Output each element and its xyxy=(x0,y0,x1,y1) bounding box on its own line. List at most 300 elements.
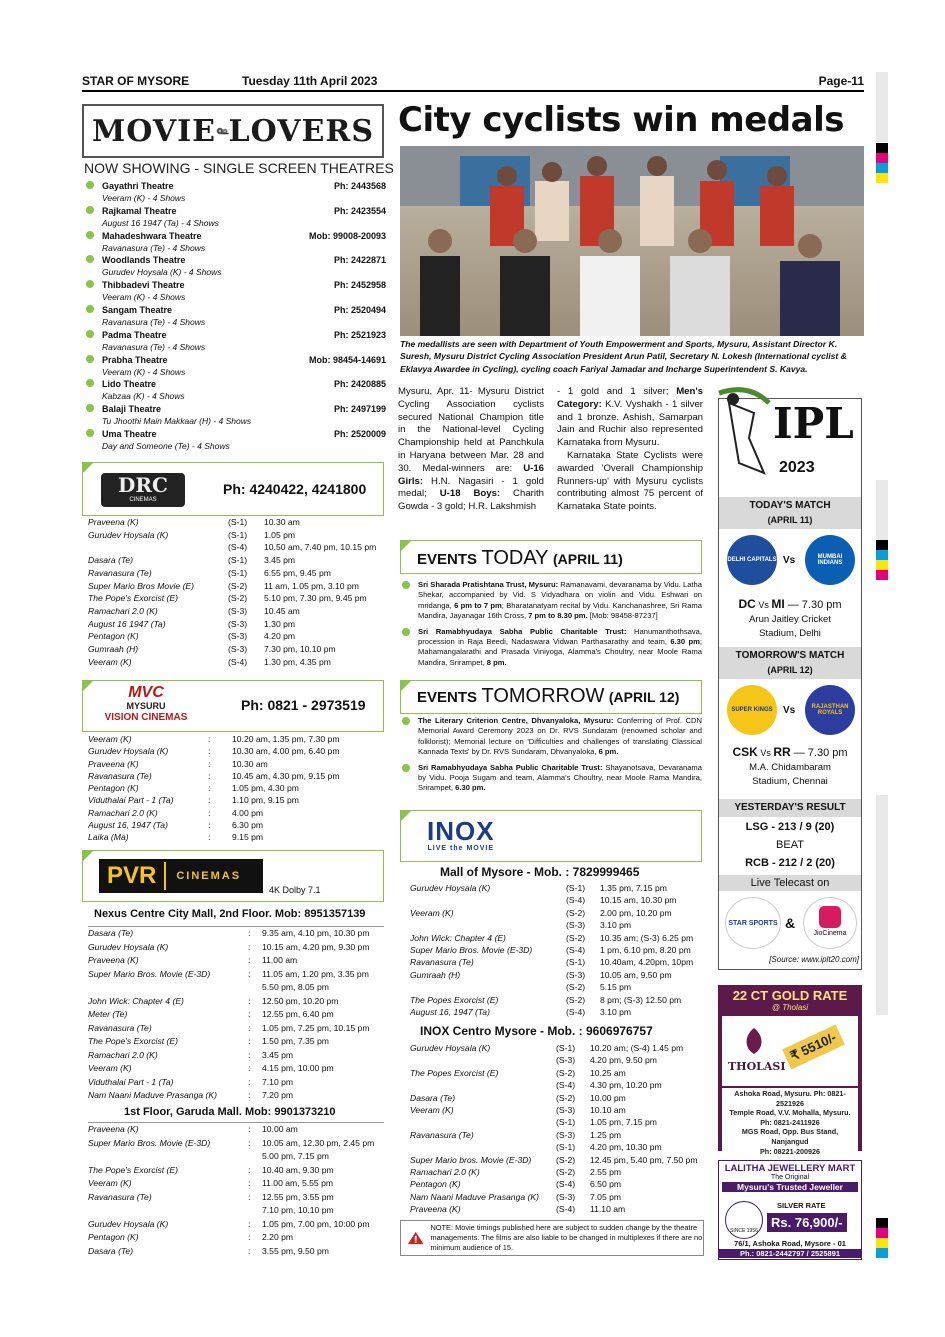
screen-label: : xyxy=(248,1178,251,1188)
screen-label: : xyxy=(248,1063,251,1073)
show-times: 1.30 pm, 4.35 pm xyxy=(264,656,331,667)
schedule-row xyxy=(88,954,384,968)
mvc-schedule xyxy=(88,733,384,844)
show-times: 10.45 am xyxy=(264,605,300,616)
theatre-name: Prabha Theatre xyxy=(102,354,168,365)
movie-title: Pentagon (K) xyxy=(88,1232,139,1242)
screen-label: (S-1) xyxy=(228,555,248,566)
screen-label xyxy=(248,1204,262,1218)
schedule-row xyxy=(410,1116,702,1128)
garuda-title: 1st Floor, Garuda Mall. Mob: 9901373210 xyxy=(124,1106,336,1118)
event-item xyxy=(400,716,702,758)
story-label-men: Men's Category: xyxy=(557,386,703,410)
movie-title: Super Mario Bros. Movie (E-3D) xyxy=(88,1137,211,1148)
event-time: 6.30 pm xyxy=(670,637,700,647)
theatre-item xyxy=(84,180,386,205)
gold-price-tag: ₹ 5510/- xyxy=(782,1025,845,1070)
show-times: 10.00 am xyxy=(262,1124,298,1134)
schedule-row xyxy=(88,968,384,982)
screen-label: : xyxy=(248,1232,251,1242)
show-times: 10.30 am, 4.00 pm, 6.40 pm xyxy=(232,746,340,757)
movie-title: Pentagon (K) xyxy=(88,783,139,794)
screen-label: (S-3) xyxy=(228,631,248,642)
event-organiser: Sri Ramabhyudaya Sabha Public Charitable Trust: xyxy=(418,762,603,772)
corner-icon xyxy=(82,462,94,474)
screen-label: (S-2) xyxy=(566,982,586,993)
theatre-name: Balaji Theatre xyxy=(102,404,162,415)
screen-label: (S-2) xyxy=(556,1092,576,1103)
star-sports-text: STAR SPORTS xyxy=(728,919,778,927)
show-times: 10.40am, 4.20pm, 10pm xyxy=(600,957,694,968)
story-col2-para: Karnataka State Cyclists were awarded 'Overall Championship Runners-up' with Mysuru cyclists contributing almost 75 percent of Karnataka State points. xyxy=(557,449,703,513)
gold-address-4: MGS Road, Opp. Bus Stand, Nanjangud xyxy=(741,1127,839,1146)
schedule-row xyxy=(88,1231,384,1245)
schedule-row xyxy=(88,1035,384,1049)
schedule-row xyxy=(88,1123,384,1137)
match-vs: Vs xyxy=(755,600,772,610)
screen-label: (S-2) xyxy=(556,1067,576,1078)
movie-title: Dasara (Te) xyxy=(88,928,134,938)
theatre-show: Veeram (K) - 4 Shows xyxy=(102,292,186,303)
show-times: 1.05 pm xyxy=(264,529,296,540)
show-times: 3.10 pm xyxy=(600,920,632,931)
movie-title: John Wick: Chapter 4 (E) xyxy=(88,995,184,1006)
show-times: 4.20 pm, 10.30 pm xyxy=(590,1142,662,1153)
story-column-1 xyxy=(398,386,544,514)
schedule-row xyxy=(88,554,384,567)
show-times: 4.20 pm xyxy=(264,631,296,642)
theatre-item xyxy=(84,428,386,453)
match-team-b: RR xyxy=(773,745,791,759)
schedule-row xyxy=(410,932,702,944)
schedule-row xyxy=(88,927,384,941)
color-bar xyxy=(876,1218,888,1258)
show-times: 7.10 pm xyxy=(262,1076,294,1087)
screen-label xyxy=(248,981,262,995)
gold-address-1: Ashoka Road, Mysuru. Ph: 0821-2521926 xyxy=(734,1089,846,1108)
jiocinema-text: JioCinema xyxy=(813,930,847,937)
event-details: ; Bharatanatyam recital by Vidu. Kanchanashree, Sri Rama Mandira, Jayanagar 16th Cross, xyxy=(418,600,702,621)
result-1: LSG - 213 / 9 (20) xyxy=(745,821,835,833)
theatre-name: Mahadeshwara Theatre xyxy=(102,230,202,241)
telecast-label: Live Telecast on xyxy=(719,875,861,891)
movie-title: The Pope's Exorcist (E) xyxy=(88,1036,178,1046)
schedule-row xyxy=(410,994,702,1006)
theatre-phone: Mob: 99008-20093 xyxy=(308,230,386,241)
theatre-name: Rajkamal Theatre xyxy=(102,205,177,216)
tomorrow-venue: M.A. Chidambaram Stadium, Chennai xyxy=(749,762,831,787)
screen-label: (S-4) xyxy=(556,1179,576,1190)
show-times: 1.30 pm xyxy=(264,618,296,629)
mvc-logo-mid: MYSURU xyxy=(126,701,166,711)
corner-icon xyxy=(400,680,412,692)
theatre-phone: Ph: 2520009 xyxy=(333,428,386,439)
screen-label: : xyxy=(248,968,251,979)
schedule-row xyxy=(410,1154,702,1166)
events-today-list xyxy=(400,580,702,673)
schedule-row xyxy=(88,643,384,656)
movie-title xyxy=(410,1116,556,1128)
star-sports-logo xyxy=(725,897,781,949)
screen-label: (S-4) xyxy=(556,1204,576,1215)
theatre-show: Day and Someone (Te) - 4 Shows xyxy=(102,440,230,451)
garuda-schedule xyxy=(88,1122,384,1258)
screen-label: : xyxy=(208,820,211,831)
movie-title: The Pope's Exorcist (E) xyxy=(88,1164,178,1175)
event-organiser: Sri Sharada Pratishtana Trust, Mysuru: xyxy=(418,580,559,589)
drc-schedule xyxy=(88,516,384,668)
screen-label: : xyxy=(248,1137,251,1148)
page-header xyxy=(82,72,864,92)
schedule-row xyxy=(410,894,702,906)
screen-label: : xyxy=(248,995,251,1006)
schedule-row xyxy=(88,529,384,542)
theatre-phone: Ph: 2443568 xyxy=(333,181,386,191)
schedule-row xyxy=(410,1166,702,1178)
logo-text-left: MOVIE xyxy=(92,113,216,149)
film-reel-icon xyxy=(216,109,229,153)
schedule-row xyxy=(410,1006,702,1018)
gold-address xyxy=(722,1088,858,1157)
screen-label: (S-2) xyxy=(566,907,586,918)
screen-label: (S-2) xyxy=(566,932,586,943)
amp-sign: & xyxy=(785,915,796,931)
schedule-row xyxy=(88,1164,384,1178)
match-team-b: MI xyxy=(771,597,785,611)
show-times: 5.00 pm, 7.15 pm xyxy=(262,1151,329,1161)
vs-label: Vs xyxy=(783,555,796,566)
show-times: 10.20 am, 1.35 pm, 7.30 pm xyxy=(232,734,340,744)
match-vs: Vs xyxy=(757,748,774,758)
screen-label: : xyxy=(208,832,211,843)
gold-address-5: Ph: 08221-200926 xyxy=(760,1146,820,1156)
drc-logo-sub: CINEMAS xyxy=(129,497,157,503)
bullet-icon xyxy=(86,330,94,338)
theatre-item xyxy=(84,230,386,255)
theatre-show: Gurudev Hoysala (K) - 4 Shows xyxy=(102,267,222,278)
theatre-item xyxy=(84,378,386,403)
schedule-row xyxy=(88,981,384,995)
bullet-icon xyxy=(86,255,94,263)
bullet-icon xyxy=(86,305,94,313)
theatre-item xyxy=(84,254,386,279)
schedule-row xyxy=(410,1129,702,1141)
match-team-a: CSK xyxy=(732,745,758,759)
screen-label: (S-4) xyxy=(566,1007,586,1018)
schedule-row xyxy=(88,592,384,605)
events-tomorrow-title xyxy=(417,685,679,708)
bullet-icon xyxy=(86,181,94,189)
yesterday-label: YESTERDAY'S RESULT xyxy=(719,799,861,817)
story-u18: Charith Gowda - 3 gold; H.R. Lakshmish xyxy=(398,488,544,513)
pvr-logo-sub: CINEMAS xyxy=(176,870,242,882)
lalitha-logo xyxy=(725,1201,763,1239)
screen-label: : xyxy=(248,1036,251,1046)
movie-title: John Wick: Chapter 4 (E) xyxy=(410,932,506,943)
show-times: 3.45 pm xyxy=(264,555,296,566)
events-tomorrow-list xyxy=(400,716,702,799)
movie-title: Ravanasura (Te) xyxy=(88,1022,152,1033)
movie-title: Ravanasura (Te) xyxy=(410,1129,474,1140)
theatre-show: Tu Jhoothi Main Makkaar (H) - 4 Shows xyxy=(102,416,252,427)
movie-title: August 16, 1947 (Ta) xyxy=(88,820,168,831)
inox-logo-sub: LIVE the MOVIE xyxy=(427,845,495,852)
screen-label: (S-3) xyxy=(556,1105,576,1116)
show-times: 9.15 pm xyxy=(232,832,264,843)
lalitha-ad xyxy=(718,1160,862,1260)
nexus-title: Nexus Centre City Mall, 2nd Floor. Mob: 8951357139 xyxy=(94,908,366,920)
show-times: 3.10 pm xyxy=(600,1007,632,1018)
screen-label: : xyxy=(208,758,211,769)
ipl-year: 2023 xyxy=(779,459,815,476)
screen-label: : xyxy=(248,1009,251,1019)
schedule-row xyxy=(88,770,384,782)
screen-label: : xyxy=(248,1245,251,1256)
inox-logo-text: INOX xyxy=(427,816,495,846)
show-times: 10.15 am, 4.20 pm, 9.30 pm xyxy=(262,941,370,952)
today-match-line xyxy=(719,595,861,613)
show-times: 1 pm, 6.10 pm, 8.20 pm xyxy=(600,945,691,956)
theatre-phone: Ph: 2422871 xyxy=(333,255,386,266)
theatre-phone: Ph: 2520494 xyxy=(333,304,386,315)
schedule-row xyxy=(88,1191,384,1205)
schedule-row xyxy=(88,758,384,770)
schedule-row xyxy=(88,580,384,593)
sidebar-strip xyxy=(876,795,888,1015)
show-times: 4.30 pm, 10.20 pm xyxy=(590,1080,662,1091)
team-dc-badge xyxy=(727,535,777,585)
movie-lovers-logo xyxy=(82,104,384,158)
show-times: 12.55 pm, 6.40 pm xyxy=(262,1009,334,1019)
today-venue: Arun Jaitley Cricket Stadium, Delhi xyxy=(749,614,831,639)
movie-title xyxy=(88,981,248,995)
story-photo xyxy=(400,146,864,336)
inox-mall-title: Mall of Mysore - Mob. : 7829999465 xyxy=(440,865,640,879)
team-rr-badge xyxy=(805,685,855,735)
movie-title: Laika (Ma) xyxy=(88,832,129,843)
screen-label: (S-3) xyxy=(556,1055,576,1066)
schedule-row xyxy=(88,794,384,806)
event-details: [Mob: 98458-87237] xyxy=(587,611,658,621)
nexus-schedule xyxy=(88,926,384,1103)
schedule-row xyxy=(410,1141,702,1153)
story-headline: City cyclists win medals xyxy=(398,100,844,140)
screen-label: (S-4) xyxy=(566,895,586,906)
schedule-row xyxy=(410,944,702,956)
drc-box xyxy=(82,462,384,516)
drc-logo xyxy=(101,473,185,507)
gold-rate-ad xyxy=(718,985,862,1156)
screen-label: (S-1) xyxy=(556,1117,576,1128)
bullet-icon xyxy=(86,280,94,288)
screen-label: : xyxy=(208,746,211,757)
tomorrow-match-date: (APRIL 12) xyxy=(767,665,813,675)
schedule-row xyxy=(410,882,702,894)
screen-label: (S-3) xyxy=(566,969,586,980)
pvr-box xyxy=(82,850,384,902)
bullet-icon xyxy=(402,764,410,772)
movie-title: Gumraah (H) xyxy=(88,644,139,655)
silver-rate-label: SILVER RATE xyxy=(777,1201,826,1210)
result-beat: BEAT xyxy=(776,839,804,851)
movie-title: Gurudev Hoysala (K) xyxy=(88,1218,169,1229)
screen-label: : xyxy=(208,795,211,806)
movie-title: Nam Naani Maduve Prasanga (K) xyxy=(88,1090,217,1100)
show-times: 10.00 pm xyxy=(590,1092,626,1103)
movie-title xyxy=(88,1150,248,1164)
event-time: 6 pm to 7 pm xyxy=(454,600,502,610)
theatre-item xyxy=(84,304,386,329)
team-dc-name: DELHI CAPITALS xyxy=(727,557,777,563)
show-times: 2.55 pm xyxy=(590,1167,622,1178)
show-times: 4.15 pm, 10.00 pm xyxy=(262,1063,334,1073)
screen-label: : xyxy=(208,783,211,794)
theatre-item xyxy=(84,329,386,354)
screen-label: : xyxy=(248,955,251,965)
movie-title xyxy=(410,981,566,993)
theatre-show: Kabzaa (K) - 4 Shows xyxy=(102,391,185,402)
show-times: 1.10 pm, 9.15 pm xyxy=(232,795,299,806)
drc-logo-text: DRC xyxy=(118,473,168,497)
gold-address-2: Temple Road, V.V. Mohalla, Mysuru. xyxy=(729,1108,851,1118)
show-times: 11.10 am xyxy=(590,1204,626,1215)
story-label-u16: U-16 Girls: xyxy=(398,462,544,487)
gold-address-3: Ph: 0821-2411926 xyxy=(760,1117,820,1127)
show-times: 9.35 am, 4.10 pm, 10.30 pm xyxy=(262,928,370,938)
movie-title xyxy=(410,919,566,931)
screen-label: : xyxy=(248,1218,251,1229)
events-today-box xyxy=(400,540,702,574)
story-men: K.V. Vyshakh - 1 silver and 1 bronze. Ashish, Samarpan Jain and Ruchir also represented Karnataka from Mysuru. xyxy=(557,398,703,449)
schedule-row xyxy=(410,1079,702,1091)
screen-label: (S-1) xyxy=(556,1043,576,1053)
movie-title: Praveena (K) xyxy=(410,1204,461,1215)
movie-title: Veeram (K) xyxy=(88,734,132,744)
corner-icon xyxy=(400,810,412,822)
screen-label: : xyxy=(248,1164,251,1175)
team-csk-name: SUPER KINGS xyxy=(731,707,773,713)
story-label-u18: U-18 Boys: xyxy=(439,488,501,500)
show-times: 1.35 pm, 7.15 pm xyxy=(600,883,667,893)
movie-title: Ramachari 2.0 (K) xyxy=(88,807,158,818)
movie-title: Viduthalai Part - 1 (Ta) xyxy=(88,795,174,806)
sidebar-strip xyxy=(876,72,888,142)
schedule-row xyxy=(88,1022,384,1036)
theatre-name: Lido Theatre xyxy=(102,379,157,390)
schedule-row xyxy=(88,1218,384,1232)
movie-title: Veeram (K) xyxy=(410,907,454,918)
screen-label: (S-4) xyxy=(556,1080,576,1091)
movie-title: Meter (Te) xyxy=(88,1009,128,1019)
inox-centro-schedule xyxy=(410,1042,702,1216)
theatre-show: Veeram (K) - 4 Shows xyxy=(102,366,186,377)
bullet-icon xyxy=(86,404,94,412)
movie-title xyxy=(410,1079,556,1091)
movie-title xyxy=(88,541,228,554)
event-time: 6 pm. xyxy=(598,747,619,757)
show-times: 10.10 am xyxy=(590,1105,626,1116)
movie-title: Praveena (K) xyxy=(88,955,139,965)
warning-icon xyxy=(407,1222,424,1254)
screen-label: (S-3) xyxy=(556,1129,576,1140)
schedule-row xyxy=(88,1177,384,1191)
show-times: 10.05 am, 9.50 pm xyxy=(600,969,672,980)
movie-title: Super Mario Bros. Movie (E-3D) xyxy=(410,945,533,956)
screen-label: : xyxy=(248,1124,251,1134)
show-times: 12.45 pm, 5.40 pm, 7.50 pm xyxy=(590,1154,698,1165)
schedule-row xyxy=(88,819,384,831)
event-item xyxy=(400,580,702,622)
today-date: (APRIL 11) xyxy=(552,551,623,567)
tholasi-logo-icon xyxy=(734,1026,774,1056)
show-times: 7.20 pm xyxy=(262,1090,294,1100)
screen-label: (S-4) xyxy=(566,945,586,956)
schedule-row xyxy=(88,807,384,819)
jiocinema-icon xyxy=(819,906,841,928)
result-2: RCB - 212 / 2 (20) xyxy=(745,857,835,869)
drc-phone: Ph: 4240422, 4241800 xyxy=(223,481,367,497)
schedule-row xyxy=(88,733,384,745)
movie-title: Ravanasura (Te) xyxy=(88,770,152,781)
show-times: 2.00 pm, 10.20 pm xyxy=(600,907,672,918)
mvc-logo-bottom: VISION CINEMAS xyxy=(104,712,188,723)
pvr-logo xyxy=(99,859,263,893)
movie-title: Gurudev Hoysala (K) xyxy=(88,941,169,952)
story-u16: H.N. Nagasiri - 1 gold medal; xyxy=(398,475,544,500)
lalitha-tagline: Mysuru's Trusted Jeweller xyxy=(722,1182,858,1192)
movie-title: Gurudev Hoysala (K) xyxy=(410,1043,491,1053)
team-mi-badge xyxy=(805,535,855,585)
schedule-row xyxy=(88,630,384,643)
screen-label: (S-2) xyxy=(566,994,586,1005)
theatre-show: August 16 1947 (Ta) - 4 Shows xyxy=(102,217,219,228)
screen-label: : xyxy=(208,734,211,744)
movie-title: Gurudev Hoysala (K) xyxy=(410,883,491,893)
corner-icon xyxy=(82,850,94,862)
movie-title: Praveena (K) xyxy=(88,758,139,769)
events-today-title xyxy=(417,547,623,570)
screen-label: : xyxy=(208,807,211,818)
event-time: 7 pm to 8.30 pm. xyxy=(528,611,588,621)
screen-label: (S-1) xyxy=(228,529,248,540)
screen-label: : xyxy=(208,770,211,781)
schedule-row xyxy=(88,656,384,669)
theatre-show: Ravanasura (Te) - 4 Shows xyxy=(102,316,206,327)
schedule-row xyxy=(410,1054,702,1066)
schedule-row xyxy=(410,981,702,993)
show-times: 10.35 am; (S-3) 6.25 pm xyxy=(600,932,694,943)
schedule-row xyxy=(88,1204,384,1218)
screen-label: : xyxy=(248,1022,251,1033)
schedule-row xyxy=(88,541,384,554)
movie-title: Viduthalai Part - 1 (Ta) xyxy=(88,1076,174,1087)
mvc-box xyxy=(82,680,384,732)
show-times: 1.25 pm xyxy=(590,1129,622,1140)
show-times: 2.20 pm xyxy=(262,1232,294,1242)
mvc-phone: Ph: 0821 - 2973519 xyxy=(241,697,366,713)
schedule-row xyxy=(88,745,384,757)
screen-label: (S-3) xyxy=(228,618,248,629)
match-team-a: DC xyxy=(738,597,756,611)
screen-label: (S-2) xyxy=(556,1167,576,1178)
bullet-icon xyxy=(86,379,94,387)
screen-label: (S-3) xyxy=(228,605,248,616)
color-bar xyxy=(876,540,888,580)
movie-title: Ramachari 2.0 (K) xyxy=(88,1049,158,1060)
event-details: Hanumanthothsava, procession in Raja Beedi, Nadaswara Vidwan Parthasarathy and team, xyxy=(418,626,702,647)
gold-ad-body xyxy=(722,1016,858,1086)
show-times: 12.50 pm, 10.20 pm xyxy=(262,995,339,1006)
